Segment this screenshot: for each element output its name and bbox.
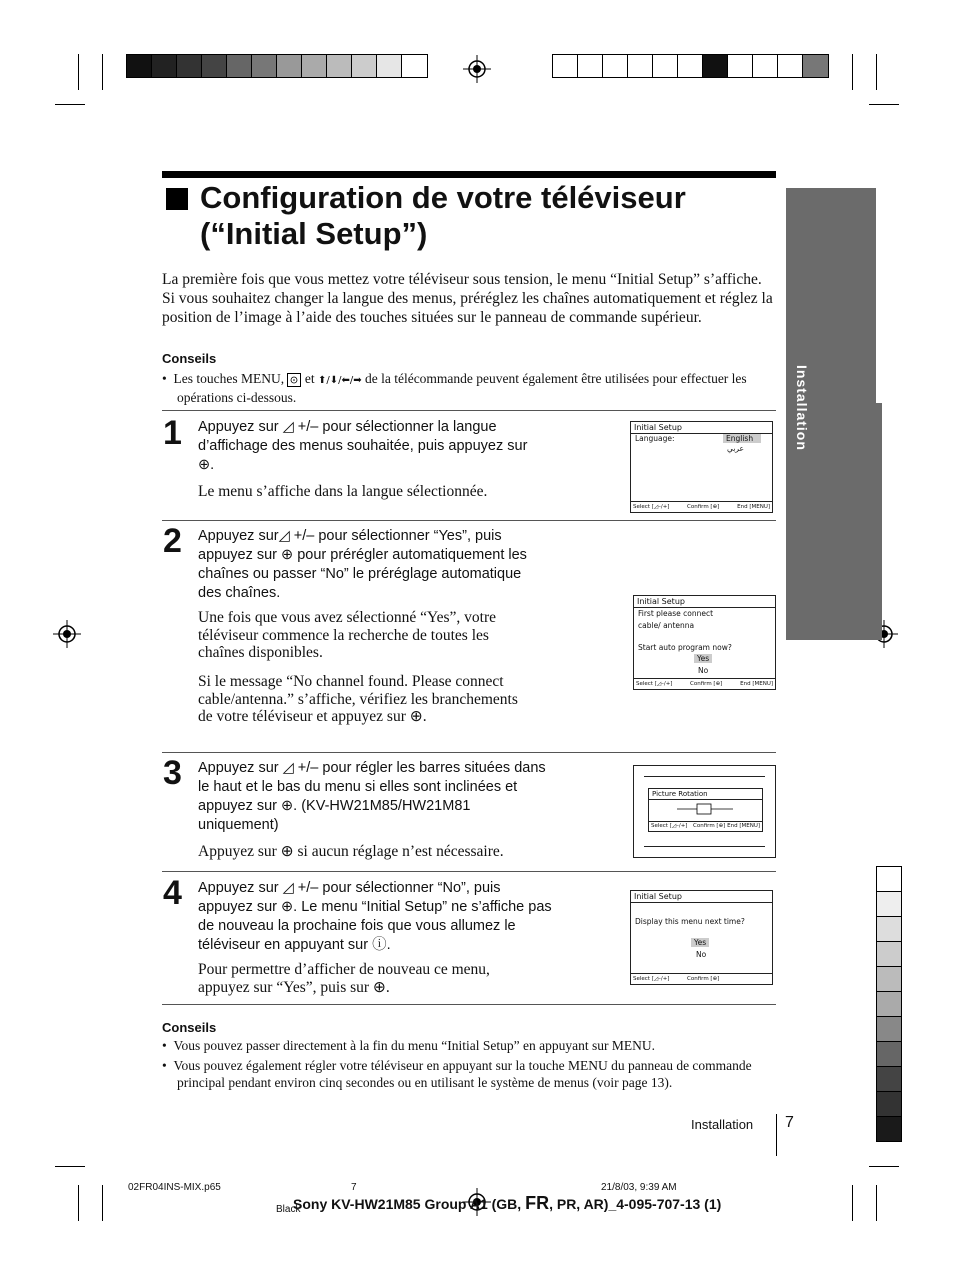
crop-mark xyxy=(852,1185,853,1221)
tips-top xyxy=(162,351,776,406)
title-square-icon xyxy=(166,188,188,210)
osd-text: First please connect xyxy=(638,609,714,618)
osd-footer xyxy=(631,973,772,984)
page-title-line1: Configuration de votre téléviseur xyxy=(200,180,686,215)
crop-mark xyxy=(102,1185,103,1221)
print-timestamp: 21/8/03, 9:39 AM xyxy=(601,1182,677,1193)
osd-footer-confirm: Confirm [⊕] xyxy=(693,823,726,829)
print-job-a: Sony KV-HW21M85 Group A1 (GB, xyxy=(293,1196,526,1212)
crop-mark xyxy=(852,54,853,90)
osd-footer-end: End [MENU] xyxy=(727,823,760,829)
step-instruction: Appuyez sur ◿ +/– pour sélectionner “No”, puis appuyez sur ⊕. Le menu “Initial Setup” ne s’affiche pas de nouveau la prochaine fois que vous allumez le téléviseur en appuyant sur ⓘ. xyxy=(198,880,552,953)
page-title-line2: (“Initial Setup”) xyxy=(200,216,428,251)
osd-option-english: English xyxy=(723,434,761,443)
osd-bar xyxy=(644,846,765,847)
print-file-name: 02FR04INS-MIX.p65 xyxy=(128,1182,221,1193)
osd-text: Start auto program now? xyxy=(638,643,732,652)
registration-target-icon xyxy=(53,620,81,648)
bullet-dot: • xyxy=(162,1058,174,1073)
bullet-dot: • xyxy=(162,1038,174,1053)
registration-target-icon xyxy=(463,55,491,83)
osd-footer-end: End [MENU] xyxy=(737,504,770,510)
tips-bullet-b: et xyxy=(304,371,315,386)
divider xyxy=(162,752,776,753)
osd-screen-auto-program xyxy=(633,595,776,690)
crop-mark xyxy=(78,54,79,90)
section-side-tab-edge xyxy=(876,403,882,640)
osd-text: Display this menu next time? xyxy=(635,917,745,926)
osd-title-rule xyxy=(631,902,772,903)
osd-footer-confirm: Confirm [⊕] xyxy=(687,504,720,510)
side-tab-label: Installation xyxy=(794,365,810,451)
print-job-b: FR xyxy=(525,1193,550,1213)
crop-mark xyxy=(869,1166,899,1167)
osd-language-label: Language: xyxy=(635,434,675,443)
tips-bullet xyxy=(162,1057,776,1091)
osd-footer-select: Select [◿–/+] xyxy=(633,976,670,982)
gray-scale-strip xyxy=(876,866,902,1142)
osd-title-rule xyxy=(649,799,762,800)
osd-option-yes: Yes xyxy=(694,654,712,663)
osd-text: cable/ antenna xyxy=(638,621,695,630)
step-note: Une fois que vous avez sélectionné “Yes”, votre téléviseur commence la recherche de toutes les chaînes disponibles. xyxy=(198,609,497,661)
divider xyxy=(162,520,776,521)
step-instruction: Appuyez sur ◿ +/– pour régler les barres situées dans le haut et le bas du menu si elles sont inclinées et appuyez sur ⊕. (KV-HW21M85/HW21M81 uniquement) xyxy=(198,760,546,833)
osd-option-arabic: عربي xyxy=(727,444,744,453)
step-number: 3 xyxy=(163,754,182,792)
page-number: 7 xyxy=(785,1114,794,1131)
osd-title: Initial Setup xyxy=(634,423,682,432)
step-note: Pour permettre d’afficher de nouveau ce menu, appuyez sur “Yes”, puis sur ⊕. xyxy=(198,961,490,996)
step-number: 2 xyxy=(163,522,182,560)
osd-footer-confirm: Confirm [⊕] xyxy=(687,976,720,982)
step-instruction: Appuyez sur ◿ +/– pour sélectionner la langue d’affichage des menus souhaitée, puis appuyez sur ⊕. xyxy=(198,419,528,473)
print-job-c: , PR, AR)_4-095-707-13 (1) xyxy=(549,1196,722,1212)
bullet-dot: • xyxy=(162,371,174,386)
osd-screen-display-next-time xyxy=(630,890,773,985)
registration-calibration-bar xyxy=(552,54,829,78)
step-note-2: Si le message “No channel found. Please connect cable/antenna.” s’affiche, vérifiez les branchements de votre téléviseur et appuyez sur ⊕. xyxy=(198,673,518,725)
osd-footer-select: Select [◿–/+] xyxy=(633,504,670,510)
step-instruction: Appuyez sur◿ +/– pour sélectionner “Yes”, puis appuyez sur ⊕ pour prérégler automatiquement les chaînes ou passer “No” le préréglage automatique des chaînes. xyxy=(198,528,527,601)
print-page-number: 7 xyxy=(351,1182,357,1193)
osd-footer-select: Select [◿–/+] xyxy=(636,681,673,687)
osd-option-no: No xyxy=(698,666,709,675)
osd-inner-panel xyxy=(648,788,763,832)
intro-paragraph: La première fois que vous mettez votre téléviseur sous tension, le menu “Initial Setup” s’affiche. Si vous souhaitez changer la langue des menus, préréglez les chaînes automatiquement et réglez la position de l’image à l’aide des touches situées sur le panneau de commande supérieur. xyxy=(162,271,773,327)
osd-option-yes: Yes xyxy=(691,938,709,947)
osd-footer-confirm: Confirm [⊕] xyxy=(690,681,723,687)
osd-title: Picture Rotation xyxy=(652,790,708,798)
joystick-button-icon xyxy=(287,373,301,387)
step-number: 4 xyxy=(163,874,182,912)
tips-bullet-a: Les touches MENU, xyxy=(173,371,285,386)
crop-mark xyxy=(102,54,103,90)
osd-title: Initial Setup xyxy=(637,597,685,606)
divider xyxy=(162,1004,776,1005)
tips-bullet-text: Vous pouvez également régler votre téléviseur en appuyant sur la touche MENU du panneau de commande principal pendant environ cinq secondes ou en utilisant le système de menus (voir page 13). xyxy=(173,1058,752,1090)
osd-footer xyxy=(631,501,772,512)
tips-heading: Conseils xyxy=(162,1020,217,1035)
osd-footer-select: Select [◿–/+] xyxy=(651,823,688,829)
osd-title: Initial Setup xyxy=(634,892,682,901)
crop-mark xyxy=(876,1185,877,1221)
crop-mark xyxy=(869,104,899,105)
divider xyxy=(162,410,776,411)
tips-bullet-c: de la télécommande peuvent également être utilisées pour effectuer les opérations ci-dessous. xyxy=(177,371,747,405)
crop-mark xyxy=(55,1166,85,1167)
tips-heading: Conseils xyxy=(162,351,217,366)
crop-mark xyxy=(876,54,877,90)
divider xyxy=(162,871,776,872)
tips-bottom xyxy=(162,1020,776,1091)
osd-screen-language xyxy=(630,421,773,513)
osd-option-no: No xyxy=(696,950,707,959)
osd-inner-footer xyxy=(649,821,762,831)
tips-bullet xyxy=(162,1037,776,1054)
osd-title-rule xyxy=(634,607,775,608)
title-rule xyxy=(162,171,776,178)
step-note: Appuyez sur ⊕ si aucun réglage n’est nécessaire. xyxy=(198,843,504,860)
osd-footer-end: End [MENU] xyxy=(740,681,773,687)
osd-footer xyxy=(634,678,775,689)
footer-section-name: Installation xyxy=(691,1117,754,1132)
print-job-line xyxy=(293,1193,721,1214)
arrow-keys-icon: ⬆/⬇/⬅/➡ xyxy=(317,375,362,386)
osd-bar xyxy=(644,776,765,777)
crop-mark xyxy=(78,1185,79,1221)
footer-divider xyxy=(776,1114,777,1156)
crop-mark xyxy=(55,104,85,105)
osd-screen-picture-rotation xyxy=(633,765,776,858)
step-note: Le menu s’affiche dans la langue sélectionnée. xyxy=(198,483,488,500)
gray-calibration-bar xyxy=(126,54,428,78)
rotation-slider-icon xyxy=(675,802,737,816)
tips-bullet xyxy=(162,370,776,406)
step-number: 1 xyxy=(163,414,182,452)
tips-bullet-text: Vous pouvez passer directement à la fin du menu “Initial Setup” en appuyant sur MENU. xyxy=(173,1038,655,1053)
page-title xyxy=(200,180,780,252)
print-color-label: Black xyxy=(276,1204,301,1215)
